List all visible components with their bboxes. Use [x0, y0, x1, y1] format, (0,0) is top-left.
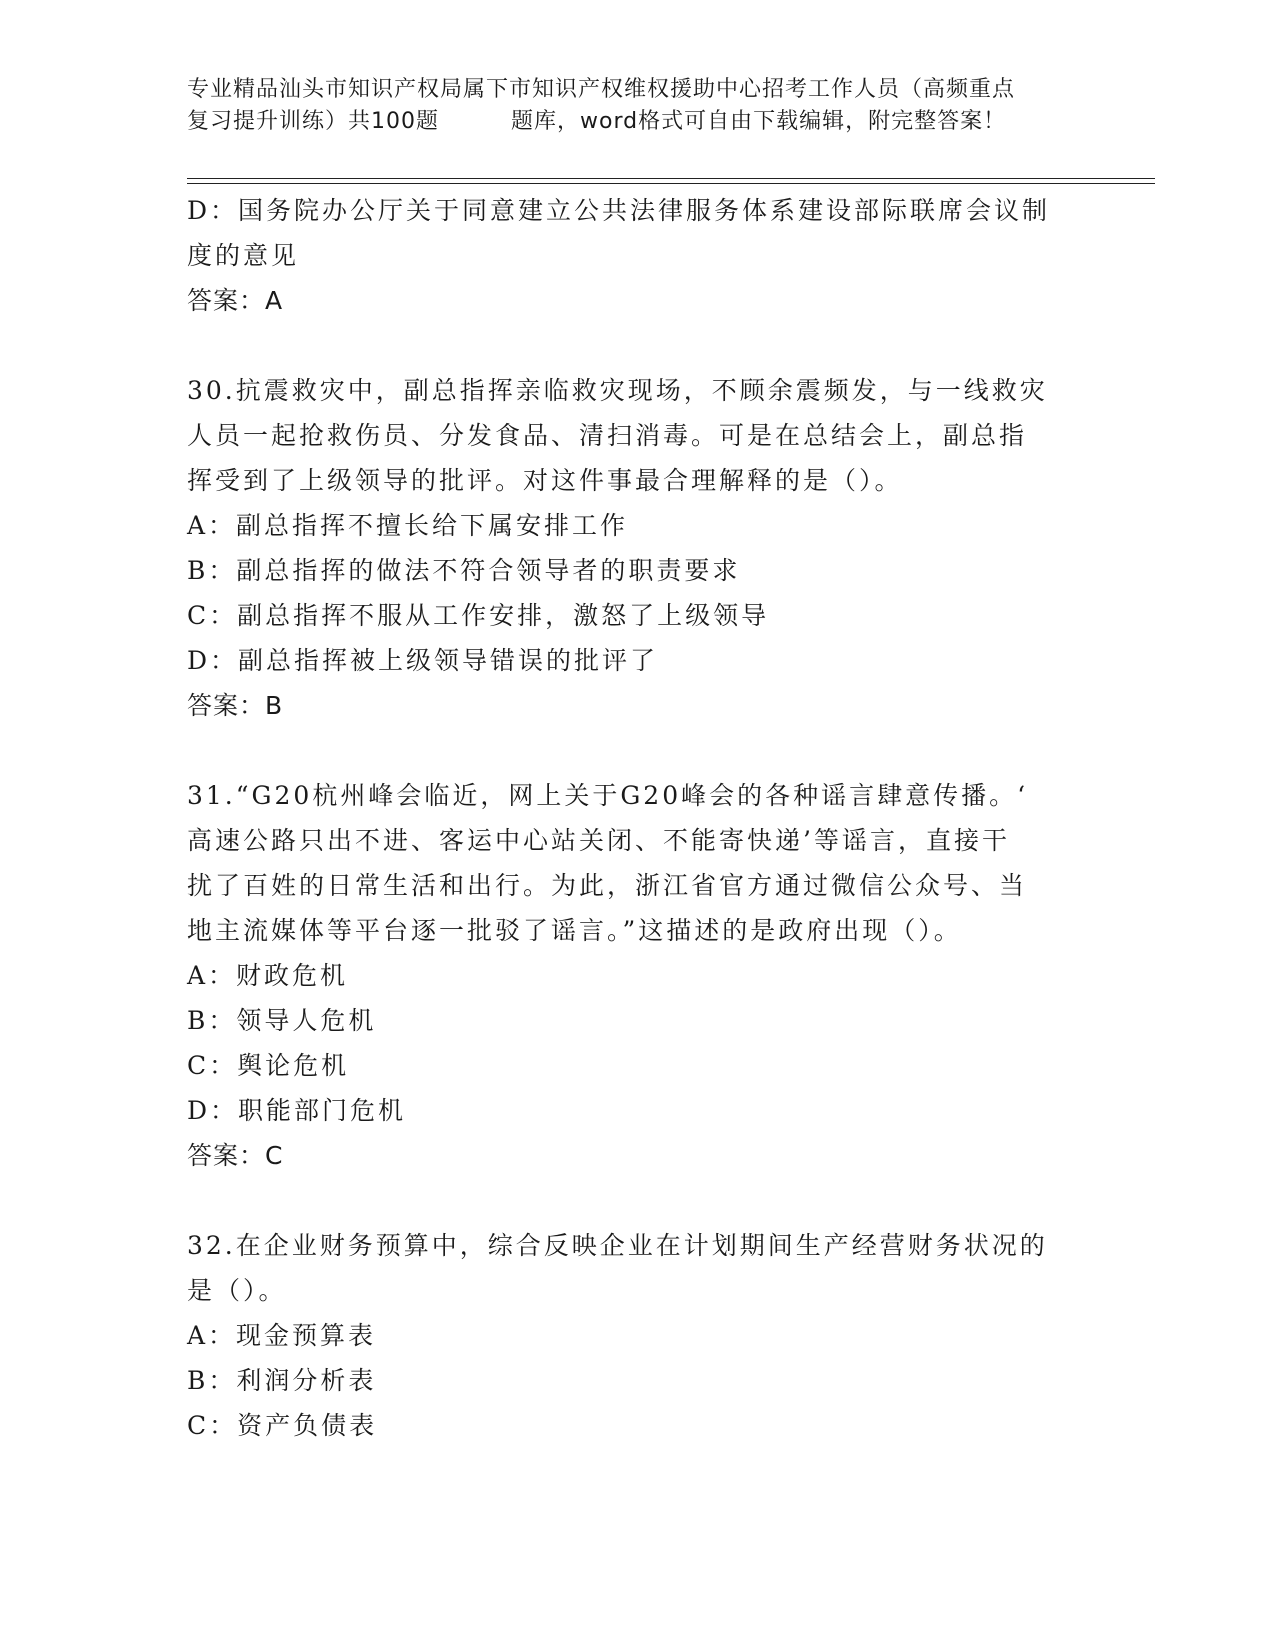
question-content [187, 188, 1087, 1448]
q32-option-b: B：利润分析表 [187, 1366, 377, 1395]
q31-option-d: D：职能部门危机 [187, 1096, 407, 1125]
q32-option-a: A：现金预算表 [187, 1321, 377, 1350]
q30-option-d: D：副总指挥被上级领导错误的批评了 [187, 646, 659, 675]
q32-stem-line-1: 32.在企业财务预算中，综合反映企业在计划期间生产经营财务状况的 [187, 1231, 1048, 1260]
q31-option-a: A：财政危机 [187, 961, 349, 990]
q31-option-b: B：领导人危机 [187, 1006, 377, 1035]
header-title-line-1: 专业精品汕头市知识产权局属下市知识产权维权援助中心招考工作人员（高频重点 [187, 77, 1016, 102]
header-divider [187, 178, 1155, 184]
q30-option-a: A：副总指挥不擅长给下属安排工作 [187, 511, 629, 540]
q30-stem-line-2: 人员一起抢救伤员、分发食品、清扫消毒。可是在总结会上，副总指 [187, 421, 1028, 450]
header-title-right: 题库，word格式可自由下载编辑，附完整答案！ [511, 109, 1007, 134]
page-header [187, 74, 1107, 138]
prev-option-d-line-1: D：国务院办公厅关于同意建立公共法律服务体系建设部际联席会议制 [187, 196, 1051, 225]
q30-stem-line-1: 30.抗震救灾中，副总指挥亲临救灾现场，不顾余震频发，与一线救灾 [187, 376, 1048, 405]
q32-stem-line-2: 是（）。 [187, 1276, 287, 1305]
q32-option-c: C：资产负债表 [187, 1411, 378, 1440]
prev-answer: 答案：A [187, 286, 284, 315]
q31-stem-line-1: 31.“G20杭州峰会临近，网上关于G20峰会的各种谣言肆意传播。‘ [187, 781, 1029, 810]
q31-answer: 答案：C [187, 1141, 284, 1170]
q30-option-c: C：副总指挥不服从工作安排，激怒了上级领导 [187, 601, 770, 630]
q31-stem-line-2: 高速公路只出不进、客运中心站关闭、不能寄快递’等谣言，直接干 [187, 826, 1010, 855]
prev-option-d-line-2: 度的意见 [187, 241, 300, 270]
q31-stem-line-3: 扰了百姓的日常生活和出行。为此，浙江省官方通过微信公众号、当 [187, 871, 1028, 900]
q30-stem-line-3: 挥受到了上级领导的批评。对这件事最合理解释的是（）。 [187, 466, 903, 495]
q31-option-c: C：舆论危机 [187, 1051, 350, 1080]
header-title-left: 复习提升训练）共100题 [187, 109, 439, 134]
q30-answer: 答案：B [187, 691, 284, 720]
header-title-line-2 [187, 106, 1107, 138]
q30-option-b: B：副总指挥的做法不符合领导者的职责要求 [187, 556, 741, 585]
q31-stem-line-4: 地主流媒体等平台逐一批驳了谣言。”这描述的是政府出现（）。 [187, 916, 962, 945]
